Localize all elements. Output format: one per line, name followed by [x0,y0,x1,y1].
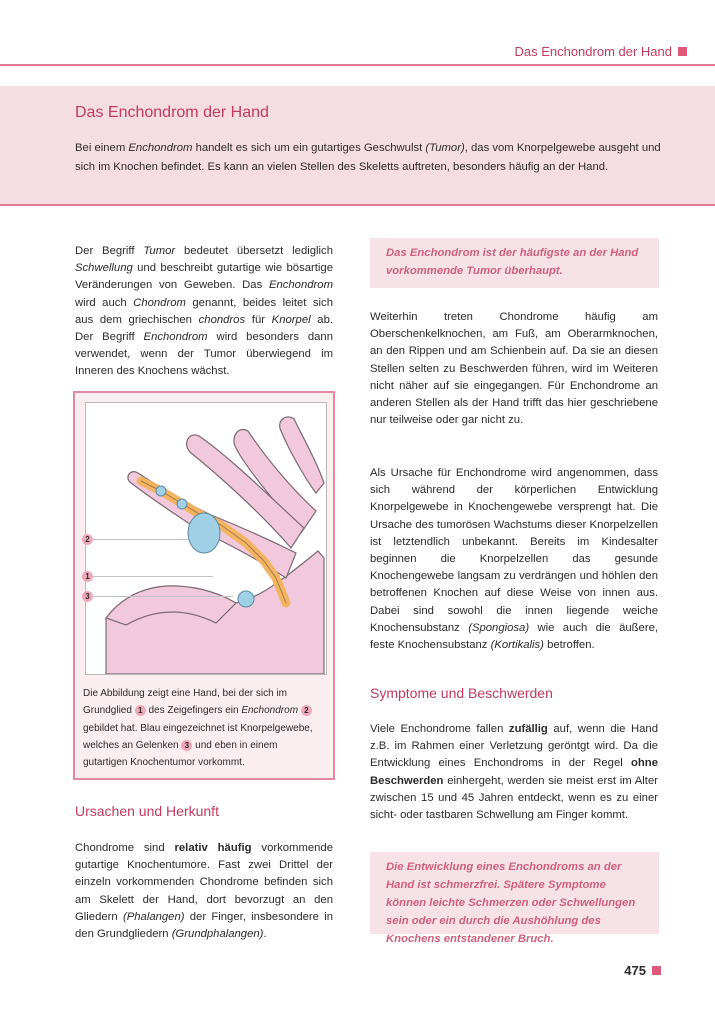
square-marker-icon [678,47,687,56]
section-heading-ursachen: Ursachen und Herkunft [75,803,219,819]
running-header [514,44,687,59]
marker-3: 3 [82,591,233,602]
running-header-title: Das Enchondrom der Hand [514,44,672,59]
marker-1: 1 [82,571,213,582]
square-marker-icon [652,966,661,975]
intro-paragraph: Bei einem Enchondrom handelt es sich um ein gutartiges Geschwulst (Tumor), das vom Knorpelgewebe ausgeht und sich im Knochen befindet. Es kann an vielen Stellen des Skeletts auftreten, besonders häufig an der Hand. [75,142,661,173]
header-rule [0,64,715,66]
left-paragraph-2: Chondrome sind relativ häufig vorkommende gutartige Knochentumore. Fast zwei Drittel der einzeln vorkommenden Chondrome befinden sich am Skelett der Hand, dort bevorzugt an den Gliedern (Phalangen) der Finger, insbesondere in den Grundgliedern (Grundphalangen). [75,842,333,941]
page-title: Das Enchondrom der Hand [75,104,269,121]
callout-symptoms: Die Entwicklung eines Enchondroms an der Hand ist schmerzfrei. Spätere Symptome können leichte Schmerzen oder Schwellungen sein oder ein durch die Aushöhlung des Knochens entstandener Bruch. [370,852,659,934]
section-heading-symptome: Symptome und Beschwerden [370,685,553,701]
right-paragraph-2: Als Ursache für Enchondrome wird angenommen, dass sich während der körperlichen Entwicklung Knorpelgewebe in Knochengewebe versprengt hat. Die Ursache des tumorösen Wachstums dieser Knorpelzellen ist letztendlich unbekannt. Bereits im Kindesalter beginnen die Knorpelzellen das gesunde Knochengewebe langsam zu verdrängen und höhlen den betroffenen Knochen auf diese Weise von innen aus. Dabei sind sowohl die innen liegende weiche Knochensubstanz (Spongiosa) wie auch die äußere, feste Knochensubstanz (Kortikalis) betroffen. [370,467,659,652]
callout-fact: Das Enchondrom ist der häufigste an der Hand vorkommende Tumor überhaupt. [370,238,659,288]
marker-2: 2 [82,534,188,545]
page-number: 475 [624,963,661,978]
figure-caption: Die Abbildung zeigt eine Hand, bei der sich im Grundglied 1 des Zeigefingers ein Enchondrom 2 gebildet hat. Blau eingezeichnet ist Knorpelgewebe, welches an Gelenken 3 und eben in einem gutartigen Knochentumor vorkommt. [83,688,313,769]
right-paragraph-1: Weiterhin treten Chondrome häufig am Oberschenkelknochen, am Fuß, am Oberarmknochen, an den Rippen und am Schienbein auf. Da sie an diesen Stellen selten zu Beschwerden führen, wird im Weiteren nicht näher auf sie eingegangen. Für Enchondrome an anderen Stellen als der Hand trifft das hier geschriebene nur teilweise oder gar nicht zu. [370,311,658,427]
figure-box [73,391,335,780]
right-paragraph-3: Viele Enchondrome fallen zufällig auf, wenn die Hand z.B. im Rahmen einer Verletzung geröntgt wird. Da die Entwicklung eines Enchondroms in der Regel ohne Beschwerden einhergeht, werden sie meist erst im Alter zwischen 15 und 45 Jahren entdeckt, wenn es zu einer sicht- oder tastbaren Schwellung am Finger kommt. [370,723,658,822]
left-paragraph-1: Der Begriff Tumor bedeutet übersetzt lediglich Schwellung und beschreibt gutartige wie bösartige Veränderungen von Geweben. Das Enchondrom wird auch Chondrom genannt, beides leitet sich aus dem griechischen chondros für Knorpel ab. Der Begriff Enchondrom wird besonders dann verwendet, wenn der Tumor überwiegend im Inneren des Knochens wächst. [75,245,334,378]
